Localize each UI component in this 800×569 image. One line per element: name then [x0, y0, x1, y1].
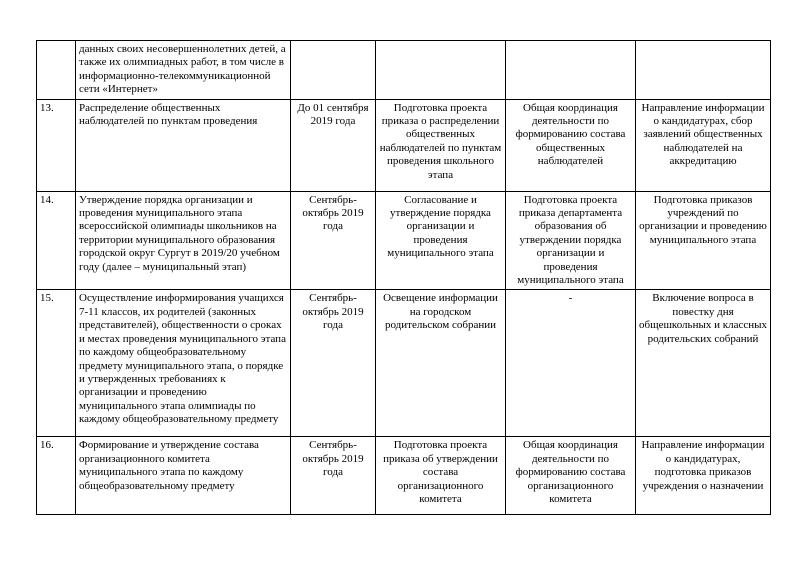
cell-timing: Сентябрь-октябрь 2019 года	[291, 290, 376, 437]
cell-department-action: Подготовка проекта приказа об утверждении состава организационного комитета	[376, 437, 506, 515]
cell-activity: Утверждение порядка организации и проведения муниципального этапа всероссийской олимпиады школьников на территории муниципального образования городской округ Сургут в 2019/20 учебном году (далее – муниципальный этап)	[76, 191, 291, 290]
cell-coordination: Подготовка проекта приказа департамента образования об утверждении порядка организации и проведения муниципального этапа	[506, 191, 636, 290]
cell-institution-action: Подготовка приказов учреждений по организации и проведению муниципального этапа	[636, 191, 771, 290]
table-row	[37, 99, 771, 191]
cell-timing: Сентябрь-октябрь 2019 года	[291, 437, 376, 515]
cell-row-number: 14.	[37, 191, 76, 290]
cell-activity: данных своих несовершеннолетних детей, а также их олимпиадных работ, в том числе в информационно-телекоммуникационной сети «Интернет»	[76, 41, 291, 100]
cell-institution-action: Направление информации о кандидатурах, подготовка приказов учреждения о назначении	[636, 437, 771, 515]
cell-department-action: Согласование и утверждение порядка организации и проведения муниципального этапа	[376, 191, 506, 290]
cell-department-action: Подготовка проекта приказа о распределении общественных наблюдателей по пунктам проведения школьного этапа	[376, 99, 506, 191]
cell-timing	[291, 41, 376, 100]
cell-timing: До 01 сентября 2019 года	[291, 99, 376, 191]
cell-coordination: -	[506, 290, 636, 437]
table-row	[37, 41, 771, 100]
cell-activity: Распределение общественных наблюдателей по пунктам проведения	[76, 99, 291, 191]
cell-coordination: Общая координация деятельности по формированию состава общественных наблюдателей	[506, 99, 636, 191]
cell-coordination	[506, 41, 636, 100]
cell-row-number: 15.	[37, 290, 76, 437]
cell-row-number: 13.	[37, 99, 76, 191]
cell-row-number	[37, 41, 76, 100]
cell-activity: Осуществление информирования учащихся 7-11 классов, их родителей (законных представителей), общественности о сроках и местах проведения муниципального этапа по каждому общеобразовательному предмету муниципального этапа, о порядке и утвержденных требованиях к организации и проведению муниципального этапа олимпиады по каждому общеобразовательному предмету	[76, 290, 291, 437]
cell-department-action	[376, 41, 506, 100]
cell-activity: Формирование и утверждение состава организационного комитета муниципального этапа по каждому общеобразовательному предмету	[76, 437, 291, 515]
table-row	[37, 290, 771, 437]
cell-institution-action: Включение вопроса в повестку дня общешкольных и классных родительских собраний	[636, 290, 771, 437]
cell-institution-action: Направление информации о кандидатурах, сбор заявлений общественных наблюдателей на аккредитацию	[636, 99, 771, 191]
cell-institution-action	[636, 41, 771, 100]
cell-department-action: Освещение информации на городском родительском собрании	[376, 290, 506, 437]
plan-table	[36, 40, 771, 515]
cell-coordination: Общая координация деятельности по формированию состава организационного комитета	[506, 437, 636, 515]
cell-row-number: 16.	[37, 437, 76, 515]
table-row	[37, 437, 771, 515]
table-row	[37, 191, 771, 290]
cell-timing: Сентябрь-октябрь 2019 года	[291, 191, 376, 290]
